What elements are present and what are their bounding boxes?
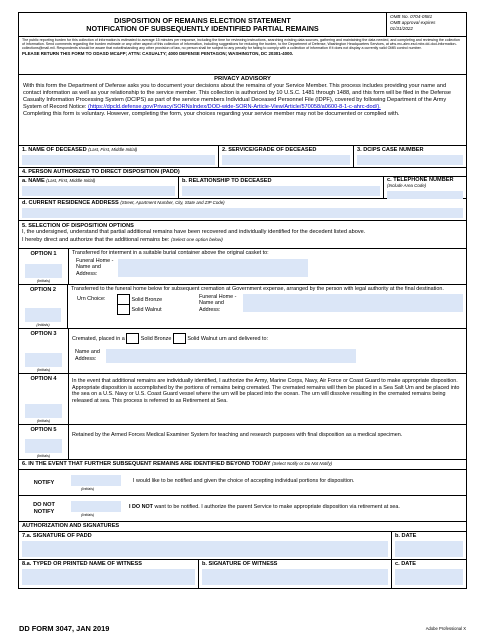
option3-row: [19, 329, 466, 374]
witness-signature-cell: [199, 560, 392, 588]
option3-label: OPTION 3: [30, 331, 57, 337]
auth-title: AUTHORIZATION AND SIGNATURES: [22, 523, 120, 529]
dcips-cell: [354, 146, 466, 167]
section5-hint: (Select one option below): [170, 237, 223, 242]
padd-date-field[interactable]: [395, 541, 463, 557]
deceased-row: [19, 146, 466, 168]
address-label: d. CURRENT RESIDENCE ADDRESS: [22, 200, 119, 206]
address-row: [19, 199, 466, 221]
option3-initials-cell: [19, 329, 69, 373]
sorn-link[interactable]: (https://dpcld.defense.gov/Privacy/SORNsIndex/DOD-wide-SORN-Article-View/Article/570058/a0600-8-1-c-ahrc-dod/).: [87, 104, 381, 110]
section5-intro2: I hereby direct and authorize that the additional remains be:: [22, 237, 170, 243]
omb-block: [386, 13, 466, 36]
notify-initials-label: (Initials): [81, 487, 95, 491]
telephone-hint: (Include Area Code): [387, 183, 427, 189]
option4-label: OPTION 4: [30, 376, 57, 382]
option5-label: OPTION 5: [30, 427, 57, 433]
section4-title: 4. PERSON AUTHORIZED TO DIRECT DISPOSITION (PADD): [22, 169, 180, 175]
option5-content: [69, 425, 466, 459]
padd-name-hint: (Last, First, Middle Initial): [46, 178, 96, 183]
relationship-field[interactable]: [182, 186, 380, 196]
name-of-deceased-cell: [19, 146, 219, 167]
dcips-field[interactable]: [357, 155, 463, 165]
padd-date-label: b. DATE: [395, 533, 417, 539]
option3-name-label: Name and: [75, 349, 100, 355]
option2-fh-label: Funeral Home -: [199, 293, 237, 300]
section5-title: 5. SELECTION OF DISPOSITION OPTIONS: [22, 223, 134, 229]
option3-bronze-checkbox[interactable]: [126, 333, 139, 344]
padd-signature-cell: [19, 532, 392, 559]
option2-content: [68, 285, 466, 328]
address-field[interactable]: [22, 208, 463, 218]
burden-statement: [19, 37, 466, 75]
form-title-line1: DISPOSITION OF REMAINS ELECTION STATEMENT: [114, 16, 291, 25]
option1-address-label: Address:: [76, 270, 98, 277]
option2-name-label: Name and: [199, 300, 224, 307]
option2-label: OPTION 2: [29, 287, 57, 293]
telephone-cell: [384, 177, 466, 198]
dnn-initials-field[interactable]: [71, 501, 121, 512]
notify-label: NOTIFY: [33, 479, 55, 486]
relationship-cell: [179, 177, 384, 198]
option1-label: OPTION 1: [30, 251, 57, 257]
section5-header: [19, 221, 466, 249]
do-not-notify-line1: DO NOT: [33, 501, 55, 508]
option2-address-label: Address:: [199, 306, 221, 313]
option2-initials-cell: [19, 285, 68, 328]
option4-row: [19, 374, 466, 425]
witness-row: [19, 560, 466, 588]
form-number: DD FORM 3047, JAN 2019: [19, 624, 110, 633]
do-not-notify-label: [19, 496, 69, 521]
option1-name-label: Name and: [76, 264, 101, 271]
option1-funeral-home-field[interactable]: [118, 259, 308, 277]
privacy-title: PRIVACY ADVISORY: [214, 76, 271, 82]
option2-bronze-label: Solid Bronze: [131, 296, 163, 303]
omb-approval: OMB approval expires: [390, 19, 436, 25]
privacy-text: With this form the Department of Defense asks you to document your decisions about the remains of your Service Member. This process includes providing your name and contact information as well as your relationship to the service member. This collection is authorized by 10 U.S.C. 1481 through 1488, and this form will be filed in the Defense Casualty Information Processing System (DCIPS) as part of the service members Individual Deceased Personnel File (IDPF), covered by following Department of the Army System of Record Notice:: [23, 83, 452, 110]
do-not-notify-line2: NOTIFY: [33, 508, 55, 515]
option3-content: [69, 329, 466, 373]
option2-text: Transferred to the funeral home below for subsequent cremation at Government expense, arranged by the person with legal authority at the final destination.: [71, 286, 444, 292]
padd-name-cell: [19, 177, 179, 198]
option3-delivery-field[interactable]: [106, 349, 356, 363]
option4-initials-field[interactable]: [25, 404, 62, 418]
dnn-bold-text: I DO NOT: [129, 504, 153, 510]
padd-row: [19, 177, 466, 199]
form-header: [19, 13, 466, 37]
name-of-deceased-label: 1. NAME OF DECEASED: [22, 147, 87, 153]
option3-bronze-label: Solid Bronze: [140, 335, 172, 342]
privacy-text2: Completing this form is voluntary. However, completing the form, your choices regarding your service member may not be documented or complied with.: [23, 111, 400, 117]
notify-initials-cell: [69, 470, 123, 495]
witness-date-field[interactable]: [395, 569, 463, 585]
urn-choice-label: Urn Choice:: [77, 295, 106, 302]
padd-signature-label: 7.a. SIGNATURE OF PADD: [22, 533, 92, 539]
dnn-initials-cell: [69, 496, 123, 521]
form-page: [18, 12, 467, 589]
dnn-text-cell: [123, 496, 466, 521]
service-grade-cell: [219, 146, 354, 167]
witness-name-field[interactable]: [22, 569, 195, 585]
omb-number: OMB No. 0704-0581: [390, 14, 433, 19]
address-hint: (Street, Apartment Number, City, State and ZIP Code): [120, 200, 225, 205]
option5-initials-label: (Initials): [36, 454, 51, 458]
padd-date-cell: [392, 532, 466, 559]
form-title-line2: NOTIFICATION OF SUBSEQUENTLY IDENTIFIED PARTIAL REMAINS: [86, 24, 319, 34]
option3-walnut-checkbox[interactable]: [173, 333, 186, 344]
option1-initials-label: (Initials): [36, 279, 51, 283]
option2-initials-field[interactable]: [25, 308, 61, 322]
do-not-notify-row: [19, 496, 466, 522]
section6-title: 6. IN THE EVENT THAT FURTHER SUBSEQUENT REMAINS ARE IDENTIFIED BEYOND TODAY: [22, 461, 271, 467]
option2-walnut-label: Solid Walnut: [131, 306, 162, 313]
option3-initials-field[interactable]: [25, 353, 62, 367]
option1-text: Transferred for interment in a suitable burial container above the original casket to:: [72, 250, 269, 256]
option5-row: [19, 425, 466, 460]
section6-hint: (Select Notify or Do Not Notify): [272, 461, 333, 466]
omb-date: 01/31/2022: [390, 25, 413, 31]
option3-address-label: Address:: [75, 355, 97, 362]
dnn-text: want to be notified. I authorize the parent Service to make appropriate disposition via retirement at sea.: [154, 504, 400, 510]
service-grade-label: 2. SERVICE/GRADE OF DECEASED: [222, 147, 317, 153]
option2-row: [19, 285, 466, 329]
option4-initials-label: (Initials): [36, 419, 51, 423]
form-title: [19, 13, 386, 36]
dnn-initials-label: (Initials): [81, 513, 95, 517]
option1-initials-cell: [19, 249, 69, 284]
option1-content: [69, 249, 466, 284]
name-hint: (Last, First, Middle Initial): [88, 147, 138, 152]
padd-signature-row: [19, 532, 466, 560]
witness-name-cell: [19, 560, 199, 588]
option5-initials-cell: [19, 425, 69, 459]
option3-text: Cremated, placed in a: [72, 335, 125, 342]
notify-initials-field[interactable]: [71, 475, 121, 486]
name-of-deceased-field[interactable]: [22, 155, 215, 165]
section6-header: [19, 460, 466, 470]
service-grade-field[interactable]: [222, 155, 350, 165]
option3-walnut-label: Solid Walnut urn and delivered to:: [187, 335, 269, 342]
witness-signature-label: b. SIGNATURE OF WITNESS: [202, 561, 278, 567]
option2-funeral-home-field[interactable]: [243, 294, 463, 312]
padd-name-label: a. NAME: [22, 178, 45, 184]
option1-initials-field[interactable]: [25, 264, 62, 278]
witness-name-label: 8.a. TYPED OR PRINTED NAME OF WITNESS: [22, 561, 142, 567]
section4-header: [19, 168, 466, 177]
relationship-label: b. RELATIONSHIP TO DECEASED: [182, 178, 272, 184]
adobe-version: Adobe Professional X: [425, 626, 466, 631]
section5-intro1: I, the undersigned, understand that partial additional remains have been recovered and individually identified for the decedent listed above.: [22, 229, 366, 235]
privacy-advisory: [19, 75, 466, 146]
option5-initials-field[interactable]: [25, 439, 62, 453]
notify-row: [19, 470, 466, 496]
witness-signature-field[interactable]: [202, 569, 388, 585]
option4-content: [69, 374, 466, 424]
telephone-field[interactable]: [387, 191, 463, 199]
auth-header: [19, 522, 466, 532]
witness-date-label: c. DATE: [395, 561, 417, 567]
option1-row: [19, 249, 466, 285]
dcips-label: 3. DCIPS CASE NUMBER: [357, 147, 424, 153]
return-address: PLEASE RETURN THIS FORM TO ODASD MC&FP; ATTN: CASUALTY; 4000 DEFENSE PENTAGON; WASHINGTON, DC 20301-4000.: [22, 51, 294, 57]
option4-initials-cell: [19, 374, 69, 424]
burden-text: The public reporting burden for this collection of information is estimated to average 15 minutes per response, including the time for reviewing instructions, searching existing data sources, gathering and maintaining the data needed, and completing and reviewing the collection of information. Send comments regarding the burden estimate or any other aspect of this collection of information, including suggestions for reducing the burden, to the Department of Defense, Washington Headquarters Services, at whs.mc-alex.esd.mbx.dd-dod-information-collections@mail.mil. Respondents should be aware that notwithstanding any other provision of law, no person shall be subject to any penalty for failing to comply with a collection of information if it does not display a currently valid OMB control number.: [22, 38, 460, 51]
address-cell: [19, 199, 466, 220]
padd-name-field[interactable]: [22, 186, 175, 196]
option2-walnut-checkbox[interactable]: [117, 304, 130, 315]
witness-date-cell: [392, 560, 466, 588]
notify-text: I would like to be notified and given the choice of accepting individual portions for disposition.: [133, 478, 355, 484]
telephone-label: c. TELEPHONE NUMBER: [387, 177, 454, 183]
option4-text: In the event that additional remains are individually identified, I authorize the Army, Marine Corps, Navy, Air Force or Coast Guard to make appropriate disposition. Appropriate disposition is accomplished by the portions of remains being cremated. The cremated remains will then be placed in a Sea Salt Urn and be placed into the sea on a U.S. Navy or U.S. Coast Guard vessel where the urn will be placed into the ocean. The urn will dissolve resulting in the cremated remains being released at sea. This process is referred to as Retirement at Sea.: [72, 378, 460, 404]
option5-text: Retained by the Armed Forces Medical Examiner System for teaching and research purposes with final disposition as a medical specimen.: [72, 432, 403, 438]
option1-fh-label: Funeral Home -: [76, 257, 114, 264]
padd-signature-field[interactable]: [22, 541, 388, 557]
option3-initials-label: (Initials): [36, 368, 51, 372]
option2-initials-label: (Initials): [36, 323, 50, 327]
